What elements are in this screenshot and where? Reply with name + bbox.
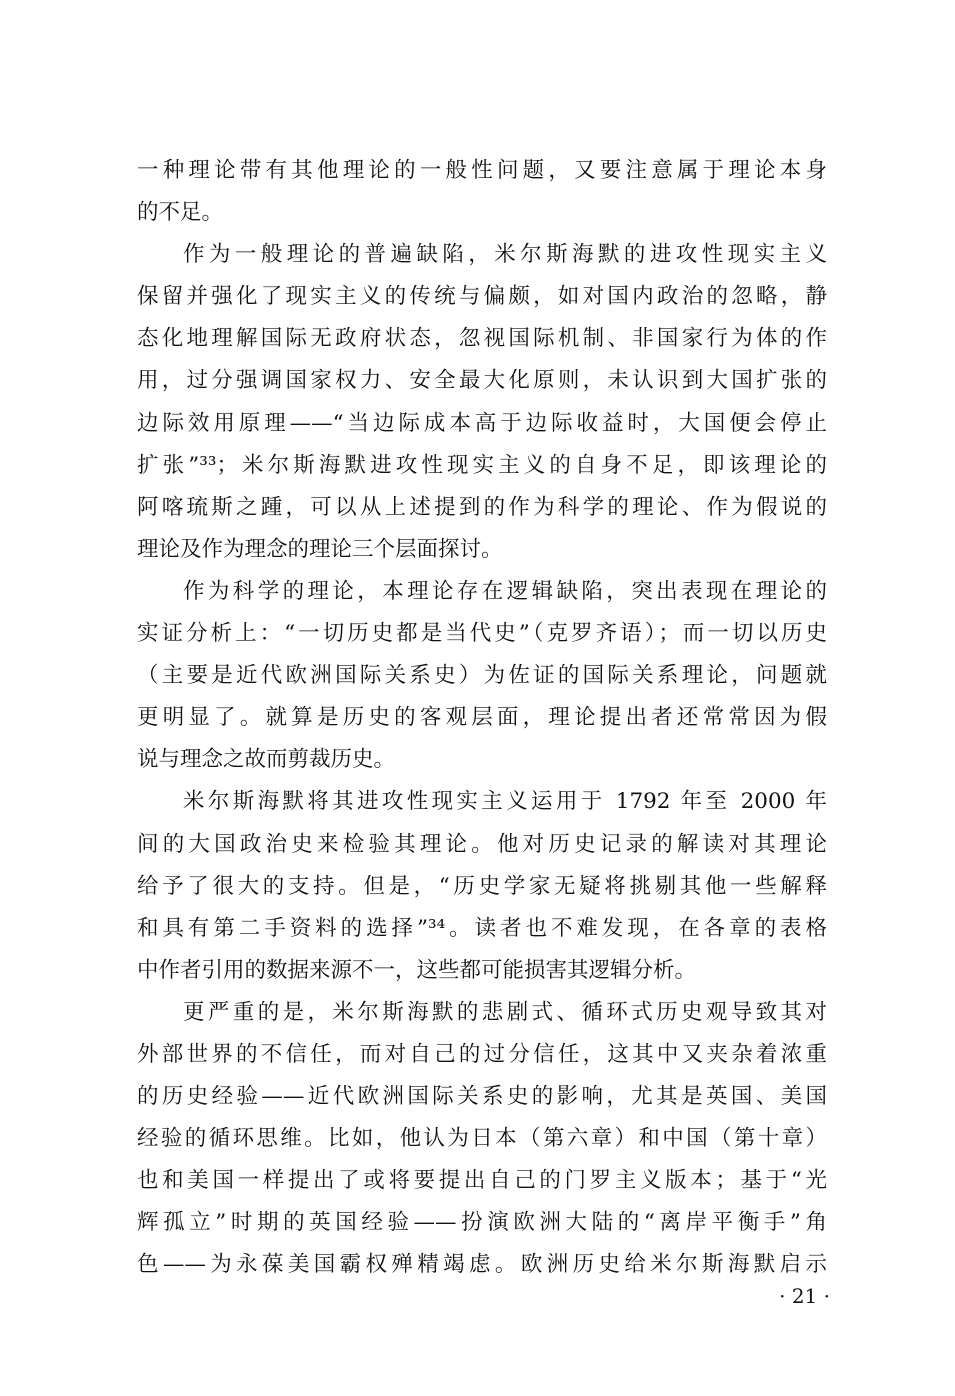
text-line: 保留并强化了现实主义的传统与偏颇，如对国内政治的忽略，静 [137, 284, 827, 310]
paragraph-start-line: 作为一般理论的普遍缺陷，米尔斯海默的进攻性现实主义 [183, 242, 827, 268]
paragraph-start-line: 更严重的是，米尔斯海默的悲剧式、循环式历史观导致其对 [183, 999, 827, 1025]
text-line: 经验的循环思维。比如，他认为日本（第六章）和中国（第十章） [137, 1126, 827, 1152]
text-line: 间的大国政治史来检验其理论。他对历史记录的解读对其理论 [137, 831, 827, 857]
text-line: 的不足。 [137, 200, 224, 226]
text-line: 也和美国一样提出了或将要提出自己的门罗主义版本；基于“光 [137, 1168, 827, 1194]
text-line: 态化地理解国际无政府状态，忽视国际机制、非国家行为体的作 [137, 326, 827, 352]
paragraph-start-line: 作为科学的理论，本理论存在逻辑缺陷，突出表现在理论的 [183, 578, 827, 604]
text-line: 和具有第二手资料的选择”³⁴。读者也不难发现，在各章的表格 [137, 915, 827, 941]
text-line: 阿喀琉斯之踵，可以从上述提到的作为科学的理论、作为假说的 [137, 494, 827, 520]
text-line: 中作者引用的数据来源不一，这些都可能损害其逻辑分析。 [137, 957, 697, 983]
text-line: 扩张”³³；米尔斯海默进攻性现实主义的自身不足，即该理论的 [137, 452, 827, 478]
paragraph-start-line: 米尔斯海默将其进攻性现实主义运用于 1792 年至 2000 年 [183, 789, 827, 815]
text-line: 辉孤立”时期的英国经验——扮演欧洲大陆的“离岸平衡手”角 [137, 1210, 827, 1236]
text-line: 一种理论带有其他理论的一般性问题，又要注意属于理论本身 [137, 158, 827, 183]
text-line: 的历史经验——近代欧洲国际关系史的影响，尤其是英国、美国 [137, 1084, 827, 1110]
text-line: 理论及作为理念的理论三个层面探讨。 [137, 536, 503, 562]
text-line: 更明显了。就算是历史的客观层面，理论提出者还常常因为假 [137, 705, 827, 731]
text-line: 外部世界的不信任，而对自己的过分信任，这其中又夹杂着浓重 [137, 1041, 827, 1067]
body-text [137, 150, 827, 1287]
text-line: 边际效用原理——“当边际成本高于边际收益时，大国便会停止 [137, 410, 827, 436]
text-line: 用，过分强调国家权力、安全最大化原则，未认识到大国扩张的 [137, 368, 827, 394]
text-line: 实证分析上：“一切历史都是当代史”（克罗齐语）；而一切以历史 [137, 621, 827, 647]
page-number: · 21 · [779, 1284, 830, 1308]
text-line: 给予了很大的支持。但是，“历史学家无疑将挑剔其他一些解释 [137, 873, 827, 899]
text-line: 说与理念之故而剪裁历史。 [137, 747, 396, 773]
text-line: 色——为永葆美国霸权殚精竭虑。欧洲历史给米尔斯海默启示 [137, 1252, 827, 1278]
text-line: （主要是近代欧洲国际关系史）为佐证的国际关系理论，问题就 [137, 663, 827, 689]
